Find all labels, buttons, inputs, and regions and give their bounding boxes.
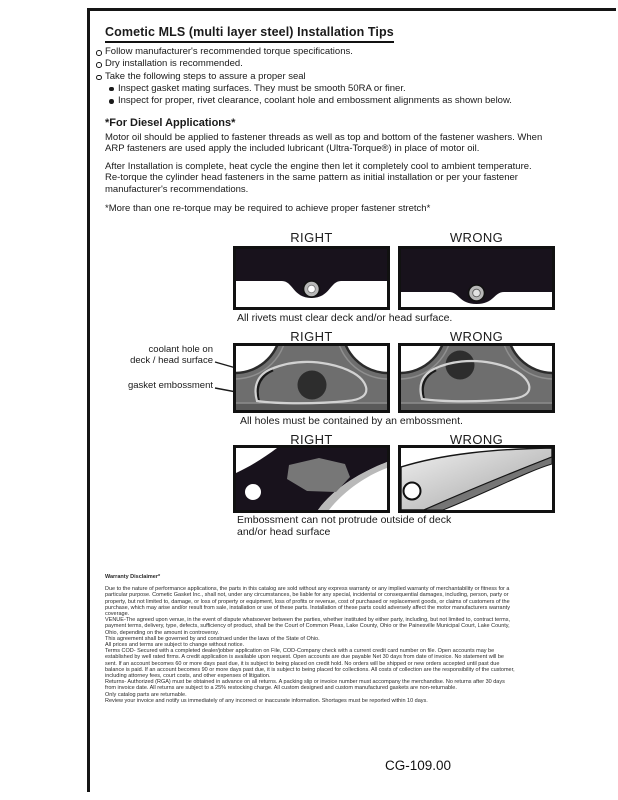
coolant-hole — [446, 351, 475, 380]
list-item-text: Inspect gasket mating surfaces. They must be smooth 50RA or finer. — [118, 82, 406, 94]
page-top-rule — [87, 8, 616, 11]
row1-right-label: RIGHT — [290, 230, 333, 245]
page-title: Cometic MLS (multi layer steel) Installation Tips — [105, 25, 394, 43]
diesel-paragraph-2: After Installation is complete, heat cycle the engine then let it completely cool to ambient temperature. Re-torque the cylinder head fasteners in the same pattern as initial installation or per your fastener manufacturer's recommendations. — [105, 161, 532, 195]
row2-caption: All holes must be contained by an embossment. — [240, 415, 463, 427]
list-item-text: Take the following steps to assure a proper seal — [105, 70, 306, 82]
list-sub-item — [109, 83, 611, 95]
coolant-hole-annotation: coolant hole on deck / head surface — [130, 344, 213, 366]
tips-list — [96, 46, 611, 107]
page-code: CG-109.00 — [385, 758, 452, 773]
row2-wrong-label: WRONG — [449, 329, 504, 344]
warranty-paragraph: Terms COD- Secured with a completed dealer/jobber application on File, COD-Company check with a current credit card number on file. Open accounts may be established by well rated firms. A credit application is available upon request. Open accounts are due payable Net 30 days from date of invoice. No statement will be sent. If an account becomes 60 or more days past due, it is subject to being placed on credit hold. No orders will be shipped or new orders accepted until past due balance is paid. If an account becomes 90 or more days past due, it is subject to being placed for collections. All costs of collection are the responsibility of the customer, including attorney fees, court costs, and other expenses of litigation. — [105, 648, 515, 680]
retorque-note: *More than one re-torque may be required to achieve proper fastener stretch* — [105, 203, 431, 214]
list-sub-item — [109, 95, 611, 107]
warranty-paragraph: Returns- Authorized (RGA) must be obtained in advance on all returns. A packing slip or invoice number must accompany the merchandise. No returns after 30 days from invoice date. All returns are subject to a 25% restocking charge. All custom designed and custom manufactured gaskets are non-returnable. — [105, 679, 505, 692]
open-bullet-icon — [96, 50, 102, 56]
warranty-paragraph: Only catalog parts are returnable. — [105, 691, 187, 698]
bolt-hole — [245, 484, 261, 500]
row3-caption: Embossment can not protrude outside of deck and/or head surface — [237, 514, 452, 538]
embossment-right-diagram — [233, 343, 390, 413]
list-item — [96, 71, 611, 83]
row1-wrong-label: WRONG — [449, 230, 504, 245]
open-bullet-icon — [96, 75, 102, 81]
open-bullet-icon — [96, 62, 102, 68]
filled-bullet-icon — [109, 99, 114, 104]
row1-caption: All rivets must clear deck and/or head surface. — [237, 312, 453, 324]
list-item-text: Inspect for proper, rivet clearance, coolant hole and embossment alignments as shown below. — [118, 95, 512, 107]
row3-wrong-label: WRONG — [449, 432, 504, 447]
gasket-embossment-annotation: gasket embossment — [127, 380, 213, 391]
warranty-disclaimer — [105, 574, 515, 704]
bolt-hole — [404, 483, 421, 500]
diesel-heading: *For Diesel Applications* — [105, 117, 236, 129]
list-item — [96, 46, 611, 58]
filled-bullet-icon — [109, 87, 114, 92]
rivet-wrong-diagram — [398, 246, 555, 310]
warranty-heading: Warranty Disclaimer* — [105, 574, 161, 580]
protrusion-wrong-diagram — [398, 445, 555, 513]
list-item-text: Follow manufacturer's recommended torque specifications. — [105, 46, 353, 57]
warranty-paragraph: Review your invoice and notify us immediately of any incorrect or inaccurate information. Shortages must be reported within 10 days. — [105, 697, 428, 704]
list-item — [96, 58, 611, 70]
warranty-paragraph: This agreement shall be governed by and construed under the laws of the State of Ohio. — [105, 635, 320, 642]
coolant-hole — [298, 371, 327, 400]
page-left-rule — [87, 8, 90, 792]
warranty-paragraph: VENUE-The agreed upon venue, in the event of dispute whatsoever between the parties, whether instituted by either party, including, but not limited to, contract terms, payment terms, delivery, type, defects, sufficiency of product, shall be the Court of Common Pleas, Lake County, Ohio or the Painesville Municipal Court, Lake County, Ohio, depending on the amount in controversy. — [105, 617, 510, 636]
rivet-right-diagram — [233, 246, 390, 310]
diesel-paragraph-1: Motor oil should be applied to fastener threads as well as top and bottom of the fastener washers. When ARP fasteners are used apply the included lubricant (Ultra-Torque®) in place of motor oil. — [105, 132, 543, 155]
row3-right-label: RIGHT — [290, 432, 333, 447]
list-item-text: Dry installation is recommended. — [105, 58, 243, 70]
protrusion-right-diagram — [233, 445, 390, 513]
warranty-paragraph: Due to the nature of performance applications, the parts in this catalog are sold without any express warranty or any implied warranty of merchantability or fitness for a particular purpose. Cometic Gasket Inc., shall not, under any circumstances, be liable for any special, incidental or consequential damages, including, person, party or property, but not limited to, damage, or loss of property or equipment, loss of profits or revenue, cost of purchased or replacement goods, or claims of customers of the purchase, which may arise and/or result from sale, installation or use of these parts. Installation of these parts could adversely affect the motor manufacturers warranty coverage. — [105, 586, 510, 618]
row2-right-label: RIGHT — [290, 329, 333, 344]
warranty-paragraph: All prices and terms are subject to change without notice. — [105, 642, 245, 649]
embossment-wrong-diagram — [398, 343, 555, 413]
